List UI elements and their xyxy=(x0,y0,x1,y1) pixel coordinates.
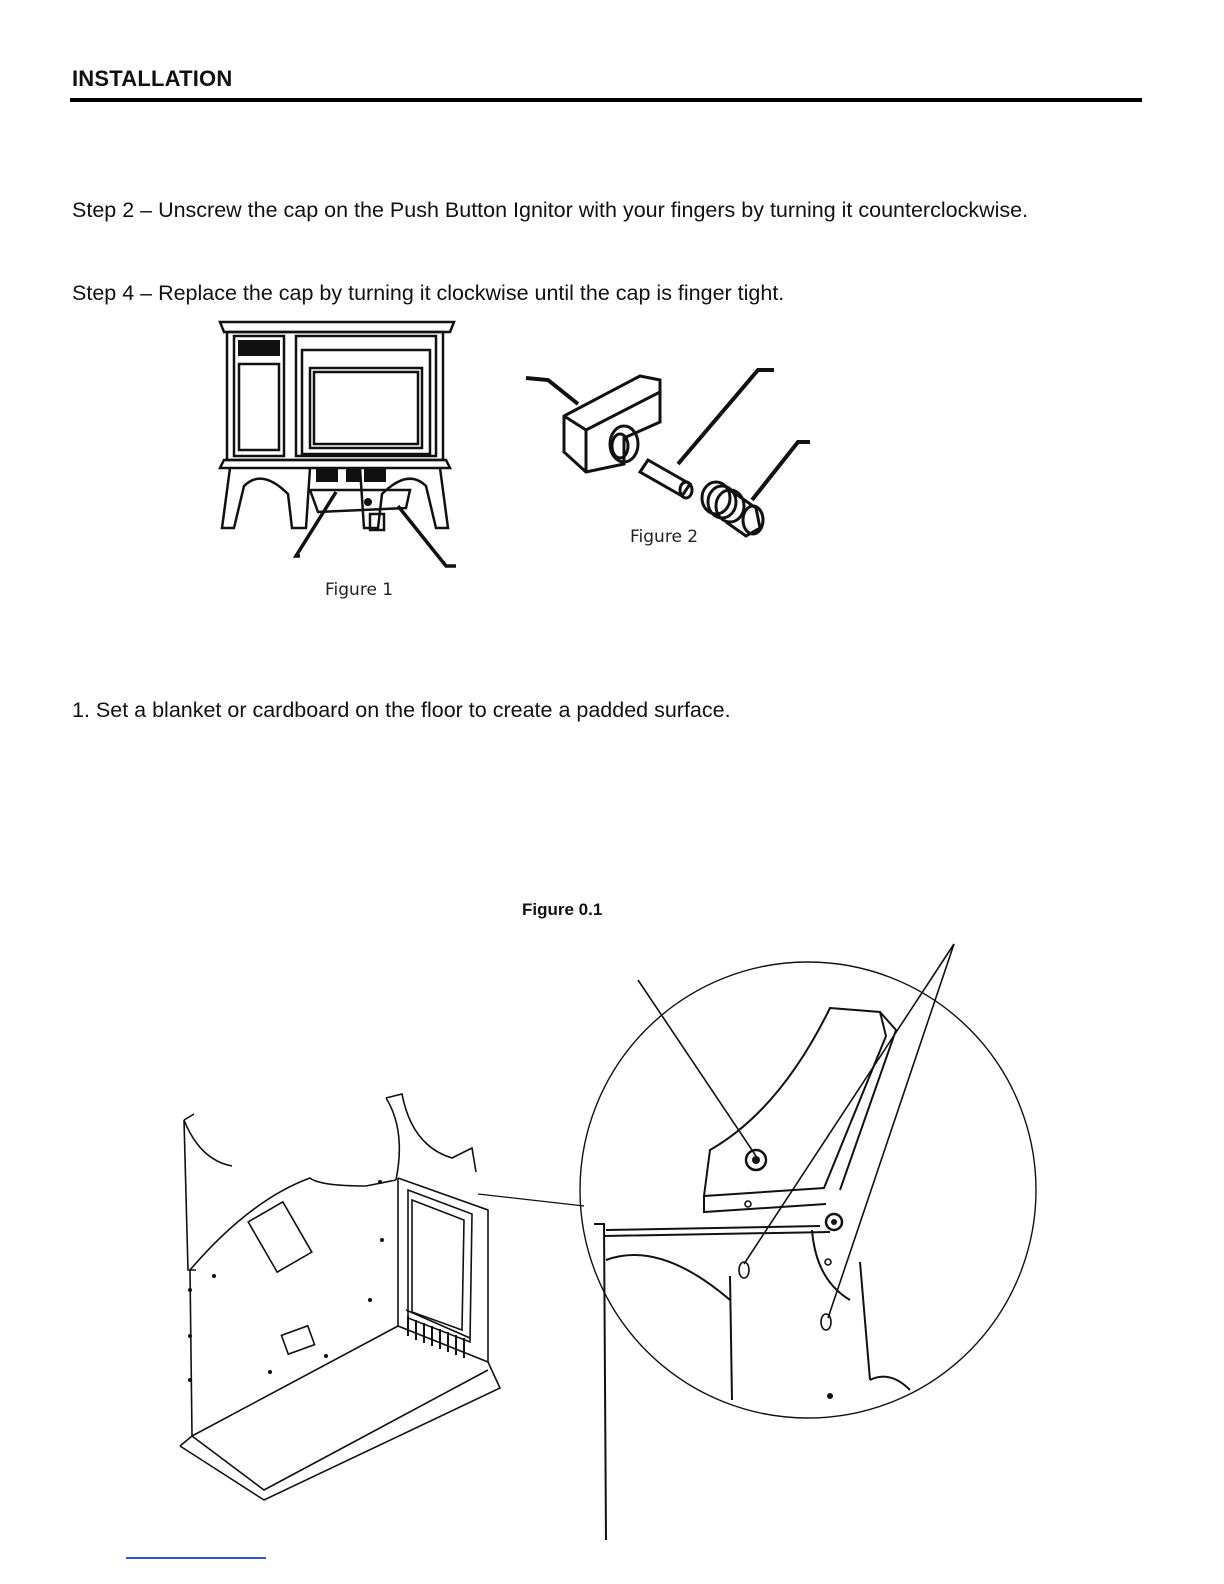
instruction-1-text: 1. Set a blanket or cardboard on the floor to create a padded surface. xyxy=(72,698,731,722)
figure-1-stove-illustration xyxy=(210,316,470,576)
figure-2-caption: Figure 2 xyxy=(630,527,699,547)
figure-2-ignitor-illustration xyxy=(520,360,820,550)
figure-0-1-stove-back-illustration xyxy=(170,1090,510,1510)
step-2-text: Step 2 – Unscrew the cap on the Push Button Ignitor with your fingers by turning it counterclockwise. xyxy=(72,198,1029,222)
step-4-text: Step 4 – Replace the cap by turning it clockwise until the cap is finger tight. xyxy=(72,281,785,305)
section-title: INSTALLATION xyxy=(72,66,233,91)
figure-0-1-detail-circle xyxy=(580,940,1050,1420)
title-rule xyxy=(70,98,1142,102)
figure-1-caption: Figure 1 xyxy=(325,580,394,600)
figure-0-1-caption: Figure 0.1 xyxy=(522,900,603,919)
footer-link-underline xyxy=(126,1557,266,1559)
